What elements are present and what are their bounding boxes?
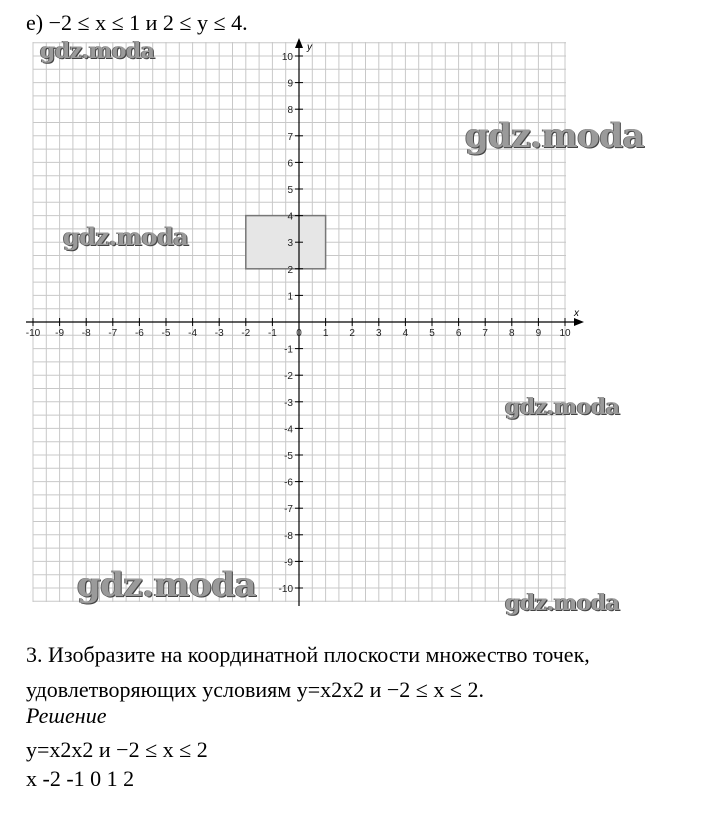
y-tick-label: 5 xyxy=(287,185,293,196)
watermark: gdz.moda xyxy=(465,116,645,156)
y-tick-label: -4 xyxy=(284,424,293,436)
x-tick-label: 0 xyxy=(296,328,302,339)
y-tick-label: 8 xyxy=(287,105,293,117)
y-tick-label: -2 xyxy=(284,371,293,383)
x-tick-label: 3 xyxy=(376,328,382,339)
x-tick-label: -7 xyxy=(108,328,118,339)
watermark: gdz.moda xyxy=(63,222,189,251)
x-tick-label: -5 xyxy=(161,328,171,339)
y-axis-label: y xyxy=(307,42,312,53)
shaded-region xyxy=(246,216,326,269)
y-tick-label: -8 xyxy=(284,530,293,542)
x-tick-label: 4 xyxy=(402,328,409,339)
y-tick-label: -10 xyxy=(278,584,293,595)
x-tick-label: 1 xyxy=(322,328,329,339)
y-tick-label: 1 xyxy=(287,291,293,303)
y-tick-label: -6 xyxy=(284,477,293,489)
y-tick-label: -7 xyxy=(284,504,293,516)
watermark: gdz.moda xyxy=(77,565,257,605)
x-tick-label: -2 xyxy=(241,328,251,339)
y-tick-label: -9 xyxy=(284,557,293,569)
y-tick-label: 10 xyxy=(281,52,293,63)
watermark: gdz.moda xyxy=(40,38,155,64)
x-tick-label: -3 xyxy=(214,328,224,339)
y-tick-label: 7 xyxy=(287,131,293,143)
y-tick-label: -1 xyxy=(284,344,293,356)
x-tick-label: 2 xyxy=(349,328,355,339)
x-axis-arrow xyxy=(574,318,584,326)
y-tick-label: -3 xyxy=(284,397,293,409)
x-tick-label: -6 xyxy=(134,328,144,339)
solution-label: Решение xyxy=(26,703,107,728)
x-tick-label: 5 xyxy=(429,328,435,339)
y-tick-label: -5 xyxy=(284,451,293,462)
x-tick-label: 10 xyxy=(559,328,571,339)
x-tick-label: 8 xyxy=(509,328,515,339)
y-tick-label: 4 xyxy=(287,211,293,223)
x-axis-label: x xyxy=(574,308,579,319)
y-tick-label: 9 xyxy=(287,78,293,90)
task-text-line-1: 3. Изобразите на координатной плоскости множество точек, xyxy=(26,642,590,667)
watermark: gdz.moda xyxy=(505,394,620,420)
x-tick-label: -4 xyxy=(188,328,198,339)
task-text-line-2: удовлетворяющих условиям y=x2x2 и −2 ≤ x ≤ 2. xyxy=(26,677,484,702)
y-tick-label: 6 xyxy=(287,158,293,170)
x-values-row: x -2 -1 0 1 2 xyxy=(26,766,135,791)
y-tick-label: 3 xyxy=(287,238,293,250)
solution-equation: y=x2x2 и −2 ≤ x ≤ 2 xyxy=(26,737,208,762)
x-tick-label: 9 xyxy=(535,328,542,339)
watermark: gdz.moda xyxy=(505,590,620,616)
x-tick-label: -9 xyxy=(55,328,65,339)
x-tick-label: 6 xyxy=(455,328,462,339)
y-tick-label: 2 xyxy=(287,264,293,276)
x-tick-label: -10 xyxy=(25,328,41,339)
x-tick-label: 7 xyxy=(482,328,488,339)
x-tick-label: -1 xyxy=(267,328,277,339)
x-tick-label: -8 xyxy=(81,328,91,339)
task-header: е) −2 ≤ x ≤ 1 и 2 ≤ y ≤ 4. xyxy=(26,10,248,35)
